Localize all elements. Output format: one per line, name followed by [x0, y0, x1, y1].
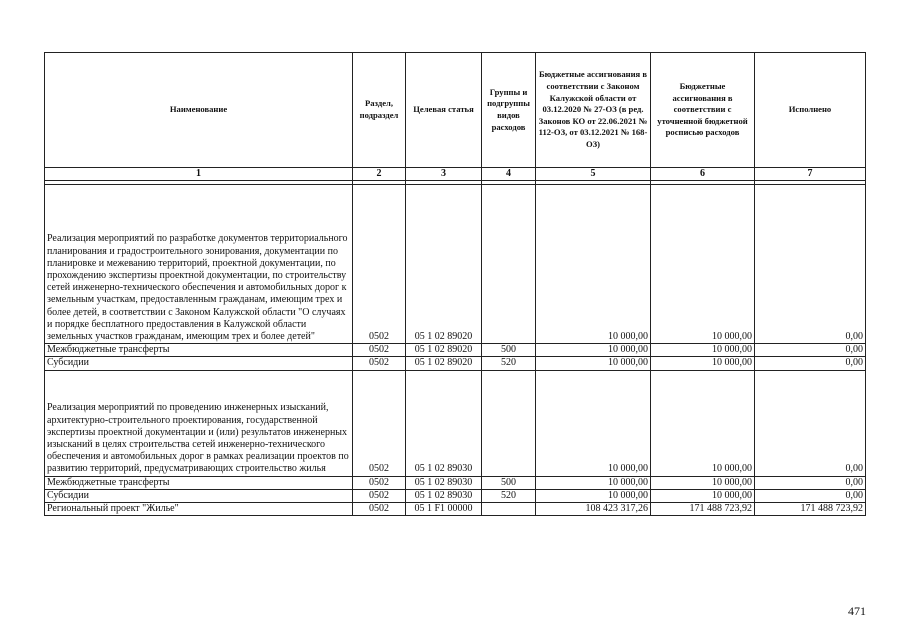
row-budget-law: 108 423 317,26 [536, 503, 651, 516]
table-row [45, 489, 866, 502]
row-budget-law: 10 000,00 [536, 185, 651, 344]
row-target: 05 1 02 89030 [406, 489, 482, 502]
column-number: 3 [406, 168, 482, 181]
table-row [45, 370, 866, 476]
header-name: Наименование [45, 53, 353, 168]
column-number-row [45, 168, 866, 181]
row-budget-law: 10 000,00 [536, 344, 651, 357]
row-target: 05 1 02 89030 [406, 476, 482, 489]
row-executed: 0,00 [755, 344, 866, 357]
row-executed: 171 488 723,92 [755, 503, 866, 516]
row-group [482, 185, 536, 344]
column-number: 1 [45, 168, 353, 181]
row-name: Межбюджетные трансферты [45, 476, 353, 489]
column-number: 5 [536, 168, 651, 181]
row-budget-refined: 10 000,00 [651, 185, 755, 344]
row-section: 0502 [353, 476, 406, 489]
row-section: 0502 [353, 503, 406, 516]
header-executed: Исполнено [755, 53, 866, 168]
row-budget-law: 10 000,00 [536, 357, 651, 370]
row-section: 0502 [353, 489, 406, 502]
row-target: 05 1 02 89020 [406, 357, 482, 370]
row-name: Субсидии [45, 489, 353, 502]
row-target: 05 1 02 89030 [406, 370, 482, 476]
row-section: 0502 [353, 344, 406, 357]
row-executed: 0,00 [755, 185, 866, 344]
page-number: 471 [848, 604, 866, 618]
header-budget-law: Бюджетные ассигнования в соответствии с Законом Калужской области от 03.12.2020 № 27-ОЗ (в ред. Законов КО от 22.06.2021 № 112-ОЗ, от 03.12.2021 № 168-ОЗ) [536, 53, 651, 168]
row-target: 05 1 02 89020 [406, 185, 482, 344]
row-name: Межбюджетные трансферты [45, 344, 353, 357]
row-name: Субсидии [45, 357, 353, 370]
column-number: 4 [482, 168, 536, 181]
row-target: 05 1 02 89020 [406, 344, 482, 357]
table-row [45, 185, 866, 344]
row-group [482, 503, 536, 516]
row-group: 520 [482, 489, 536, 502]
header-budget-refined: Бюджетные ассигнования в соответствии с уточненной бюджетной росписью расходов [651, 53, 755, 168]
row-budget-refined: 10 000,00 [651, 370, 755, 476]
column-number: 6 [651, 168, 755, 181]
column-number: 7 [755, 168, 866, 181]
row-name: Реализация мероприятий по разработке документов территориального планирования и градостроительного зонирования, документации по планировке и межеванию территорий, проектной документации, по прохождению экспертизы проектной документации, по строительству сетей инженерно-технического обеспечения и автомобильных дорог к земельным участкам, предоставленным гражданам, имеющим трех и более детей, в соответствии с Законом Калужской области "О случаях и порядке бесплатного предоставления в Калужской области земельных участков гражданам, имеющим трех и более детей" [45, 185, 353, 344]
row-budget-law: 10 000,00 [536, 489, 651, 502]
row-section: 0502 [353, 185, 406, 344]
row-name: Реализация мероприятий по проведению инженерных изысканий, архитектурно-строительного проектирования, государственной экспертизы проектной документации и (или) результатов инженерных изысканий в целях строительства сетей инженерно-технического обеспечения и автомобильных дорог в рамках реализации проектов по развитию территорий, предусматривающих строительство жилья [45, 370, 353, 476]
row-section: 0502 [353, 370, 406, 476]
row-executed: 0,00 [755, 489, 866, 502]
row-budget-refined: 10 000,00 [651, 476, 755, 489]
table-row [45, 357, 866, 370]
row-executed: 0,00 [755, 370, 866, 476]
row-target: 05 1 F1 00000 [406, 503, 482, 516]
column-number: 2 [353, 168, 406, 181]
budget-table [44, 52, 866, 516]
row-group: 500 [482, 344, 536, 357]
table-row [45, 344, 866, 357]
table-row [45, 476, 866, 489]
header-group: Группы и подгруппы видов расходов [482, 53, 536, 168]
row-name: Региональный проект "Жилье" [45, 503, 353, 516]
table-header-row [45, 53, 866, 168]
row-budget-refined: 10 000,00 [651, 357, 755, 370]
row-executed: 0,00 [755, 476, 866, 489]
row-group [482, 370, 536, 476]
row-group: 500 [482, 476, 536, 489]
row-budget-refined: 10 000,00 [651, 344, 755, 357]
row-group: 520 [482, 357, 536, 370]
row-executed: 0,00 [755, 357, 866, 370]
table-row [45, 503, 866, 516]
row-section: 0502 [353, 357, 406, 370]
header-target: Целевая статья [406, 53, 482, 168]
row-budget-refined: 171 488 723,92 [651, 503, 755, 516]
row-budget-refined: 10 000,00 [651, 489, 755, 502]
row-budget-law: 10 000,00 [536, 370, 651, 476]
row-budget-law: 10 000,00 [536, 476, 651, 489]
header-section: Раздел, подраздел [353, 53, 406, 168]
